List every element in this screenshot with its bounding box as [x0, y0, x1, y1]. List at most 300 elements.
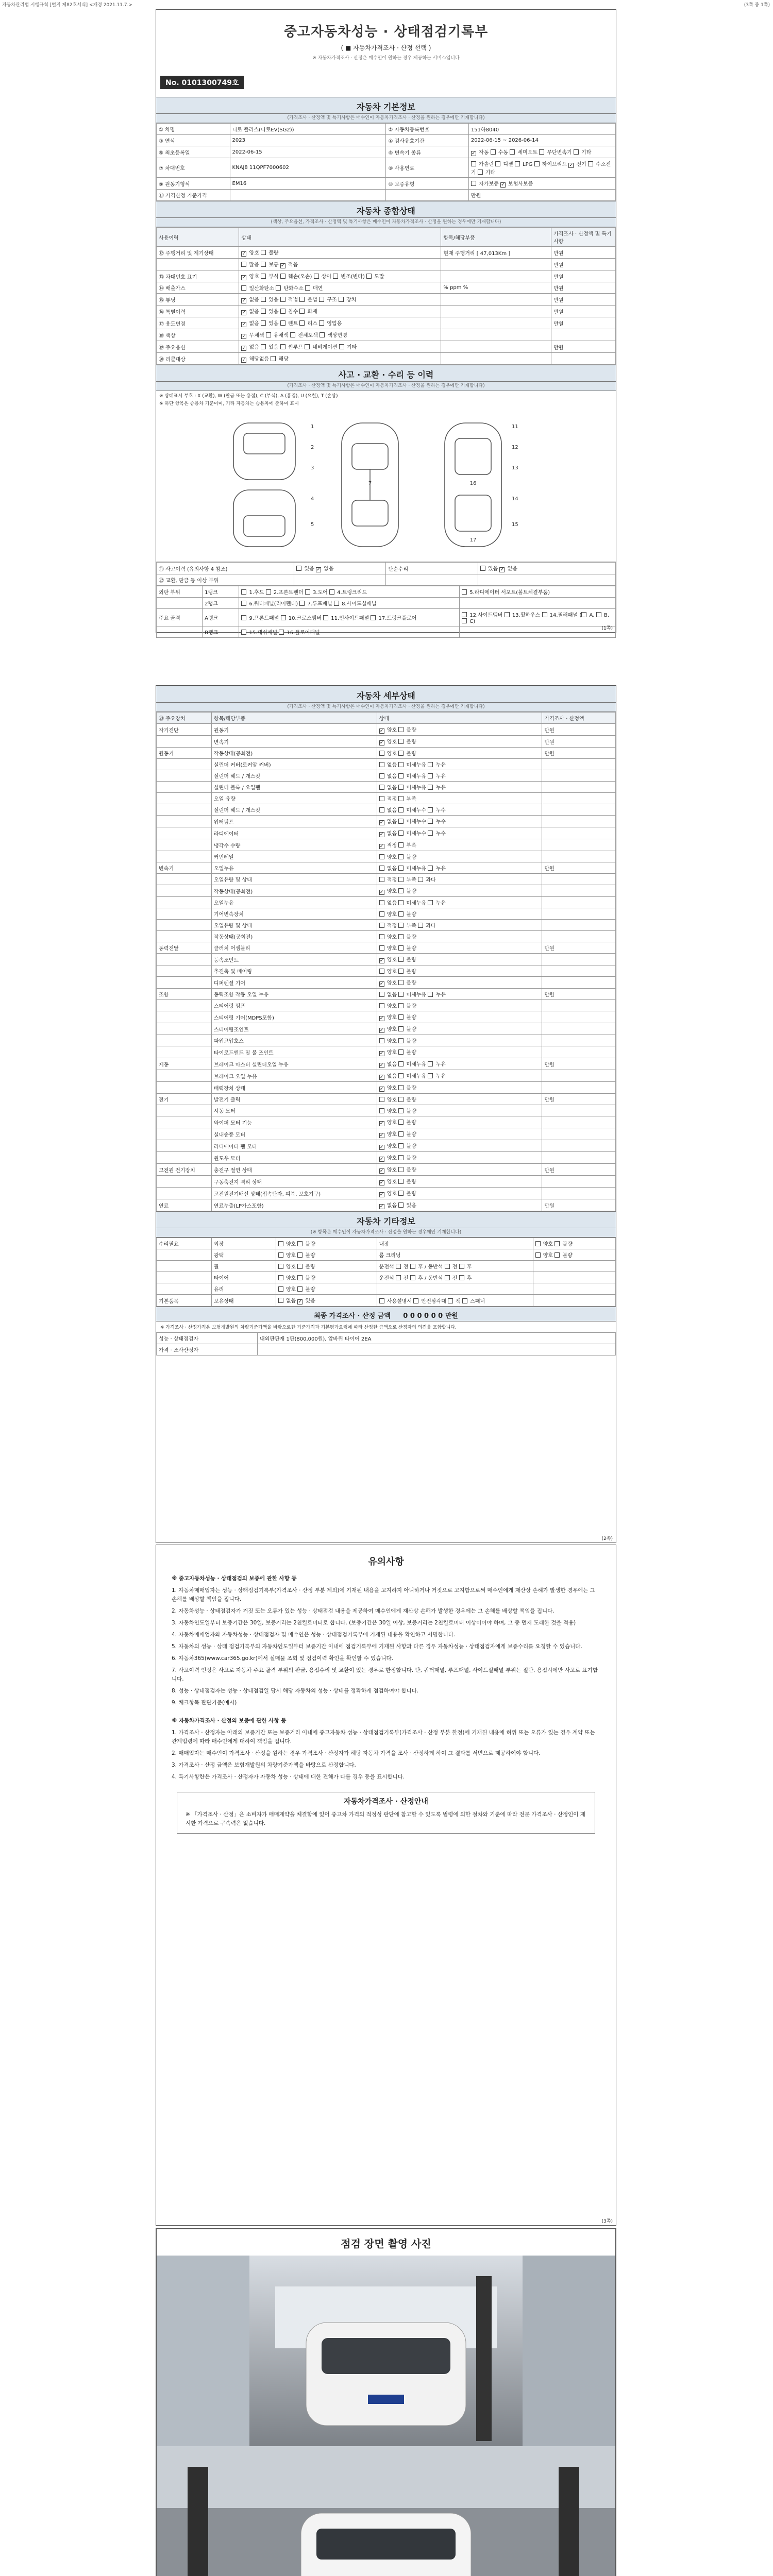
checked-checkbox[interactable] — [241, 358, 246, 363]
checked-checkbox[interactable] — [379, 1121, 384, 1126]
unchecked-checkbox[interactable] — [278, 1252, 283, 1258]
unchecked-checkbox[interactable] — [471, 161, 476, 166]
unchecked-checkbox[interactable] — [305, 344, 310, 349]
unchecked-checkbox[interactable] — [398, 727, 404, 732]
unchecked-checkbox[interactable] — [261, 262, 266, 267]
unchecked-checkbox[interactable] — [574, 149, 579, 155]
unchecked-checkbox[interactable] — [299, 297, 305, 302]
detail-row-cell — [542, 827, 616, 839]
unchecked-checkbox[interactable] — [379, 1108, 384, 1113]
checked-checkbox[interactable] — [241, 346, 246, 351]
unchecked-checkbox[interactable] — [445, 1275, 450, 1280]
unchecked-checkbox[interactable] — [398, 1049, 404, 1055]
unchecked-checkbox[interactable] — [418, 877, 423, 882]
unchecked-checkbox[interactable] — [398, 854, 404, 859]
general-state-row — [157, 259, 616, 270]
basic-info-row-cell: ⑤ 최초등록일 — [157, 146, 230, 158]
detail-row-cell — [542, 897, 616, 908]
unchecked-checkbox[interactable] — [398, 945, 404, 951]
svg-text:5: 5 — [311, 522, 314, 528]
unchecked-checkbox[interactable] — [366, 274, 372, 279]
unchecked-checkbox[interactable] — [379, 1298, 384, 1303]
unchecked-checkbox[interactable] — [379, 945, 384, 951]
unchecked-checkbox[interactable] — [588, 161, 593, 166]
unchecked-checkbox[interactable] — [305, 285, 310, 291]
detail-row-cell — [157, 897, 212, 908]
unchecked-checkbox[interactable] — [398, 831, 404, 836]
unchecked-checkbox[interactable] — [296, 566, 301, 571]
detail-row-cell: 양호 불량 — [377, 748, 542, 759]
unchecked-checkbox[interactable] — [280, 320, 285, 326]
checked-checkbox[interactable] — [379, 1028, 384, 1033]
panel-row — [157, 598, 616, 609]
unchecked-checkbox[interactable] — [379, 773, 384, 778]
unchecked-checkbox[interactable] — [278, 1264, 283, 1269]
unchecked-checkbox[interactable] — [410, 1275, 415, 1280]
checked-checkbox[interactable] — [379, 1180, 384, 1185]
document-header-bar — [0, 0, 773, 8]
unchecked-checkbox[interactable] — [280, 309, 285, 314]
unchecked-checkbox[interactable] — [418, 923, 423, 928]
detail-row — [157, 851, 616, 862]
unchecked-checkbox[interactable] — [505, 612, 510, 617]
unchecked-checkbox[interactable] — [554, 1252, 560, 1258]
unchecked-checkbox[interactable] — [280, 344, 285, 349]
unchecked-checkbox[interactable] — [261, 320, 266, 326]
etc-row-cell: 양호 불량 — [533, 1238, 615, 1249]
detail-row-cell: ✓ 없음 미세누유 누유 — [377, 1058, 542, 1070]
detail-row-cell — [157, 782, 212, 793]
unchecked-checkbox[interactable] — [398, 1014, 404, 1020]
unchecked-checkbox[interactable] — [398, 1073, 404, 1078]
detail-row-cell: 자기진단 — [157, 724, 212, 736]
unchecked-checkbox[interactable] — [398, 773, 404, 778]
unchecked-checkbox[interactable] — [281, 615, 286, 620]
detail-row-cell: 없음 미세누유 누유 — [377, 782, 542, 793]
checked-checkbox[interactable] — [241, 334, 246, 339]
detail-row-cell: 고전원전기배선 상태(접속단자, 피복, 보호기구) — [211, 1188, 377, 1199]
checked-checkbox[interactable] — [379, 844, 384, 849]
unchecked-checkbox[interactable] — [459, 1264, 464, 1269]
detail-row-cell: 만원 — [542, 1058, 616, 1070]
unchecked-checkbox[interactable] — [279, 630, 284, 635]
page-2-label: (2쪽) — [601, 1536, 613, 1541]
detail-row-cell — [157, 1152, 212, 1164]
unchecked-checkbox[interactable] — [261, 309, 266, 314]
accident-row — [157, 574, 616, 586]
unchecked-checkbox[interactable] — [428, 866, 433, 871]
unchecked-checkbox[interactable] — [329, 589, 334, 595]
unchecked-checkbox[interactable] — [398, 1038, 404, 1043]
checked-checkbox[interactable] — [379, 981, 384, 987]
detail-row-cell — [542, 793, 616, 804]
etc-row-cell: 광택 — [211, 1249, 276, 1261]
unchecked-checkbox[interactable] — [398, 796, 404, 801]
detail-row — [157, 816, 616, 827]
panel-row-cell — [157, 598, 203, 609]
checked-checkbox[interactable] — [297, 1299, 303, 1304]
unchecked-checkbox[interactable] — [241, 601, 246, 606]
accident-row-cell: ㉑ 사고이력 (유의사항 4 참조) — [157, 563, 294, 574]
unchecked-checkbox[interactable] — [398, 923, 404, 928]
unchecked-checkbox[interactable] — [510, 149, 515, 155]
unchecked-checkbox[interactable] — [398, 969, 404, 974]
detail-row — [157, 839, 616, 851]
remark-row-cell: 내외판판재 1판(800,000원), 앞바퀴 타이어 2EA — [258, 1333, 616, 1344]
unchecked-checkbox[interactable] — [413, 1298, 418, 1303]
unchecked-checkbox[interactable] — [320, 332, 325, 337]
detail-row-cell: 오일 유량 — [211, 793, 377, 804]
detail-row-cell: 양호 불량 — [377, 1035, 542, 1046]
unchecked-checkbox[interactable] — [596, 612, 601, 617]
unchecked-checkbox[interactable] — [398, 739, 404, 744]
etc-row-cell: 양호 불량 — [276, 1238, 377, 1249]
detail-row-cell — [157, 816, 212, 827]
unchecked-checkbox[interactable] — [398, 807, 404, 812]
checked-checkbox[interactable] — [379, 1133, 384, 1138]
checked-checkbox[interactable] — [379, 1192, 384, 1197]
detail-row-cell: 만원 — [542, 736, 616, 748]
unchecked-checkbox[interactable] — [379, 796, 384, 801]
detail-row-cell: ✓ 양호 불량 — [377, 977, 542, 989]
checked-checkbox[interactable] — [379, 1051, 384, 1056]
general-state-row-cell: 일산화탄소 탄화수소 매연 — [239, 282, 441, 294]
basic-info-row-cell: ⑦ 차대번호 — [157, 158, 230, 178]
unchecked-checkbox[interactable] — [491, 149, 496, 155]
unchecked-checkbox[interactable] — [261, 250, 266, 255]
checked-checkbox[interactable] — [379, 728, 384, 734]
unchecked-checkbox[interactable] — [299, 309, 305, 314]
unchecked-checkbox[interactable] — [462, 612, 467, 617]
unchecked-checkbox[interactable] — [428, 900, 433, 905]
checked-checkbox[interactable] — [379, 1063, 384, 1068]
unchecked-checkbox[interactable] — [398, 980, 404, 985]
unchecked-checkbox[interactable] — [276, 285, 281, 291]
general-state-row-cell: ✓ 해당없음 해당 — [239, 353, 441, 365]
unchecked-checkbox[interactable] — [398, 1003, 404, 1008]
basic-info-table — [156, 123, 616, 201]
unchecked-checkbox[interactable] — [379, 969, 384, 974]
detail-row-cell: 만원 — [542, 1094, 616, 1105]
detail-row-cell: 실린더 커버(로커암 커버) — [211, 759, 377, 770]
checked-checkbox[interactable] — [316, 567, 321, 572]
detail-row — [157, 1000, 616, 1011]
general-state-row-cell: ⑬ 차대번호 표기 — [157, 270, 239, 282]
checked-checkbox[interactable] — [499, 567, 505, 572]
unchecked-checkbox[interactable] — [339, 344, 344, 349]
general-state-row-cell: 만원 — [551, 247, 616, 259]
checked-checkbox[interactable] — [379, 1087, 384, 1092]
checked-checkbox[interactable] — [379, 958, 384, 963]
unchecked-checkbox[interactable] — [323, 615, 328, 620]
checked-checkbox[interactable] — [379, 1204, 384, 1209]
checked-checkbox[interactable] — [379, 1157, 384, 1162]
etc-row-cell — [157, 1261, 212, 1272]
etc-row-cell: 사용설명서 안전삼각대 잭 스패너 — [377, 1295, 533, 1307]
unchecked-checkbox[interactable] — [396, 1275, 401, 1280]
unchecked-checkbox[interactable] — [462, 1298, 467, 1303]
unchecked-checkbox[interactable] — [379, 934, 384, 939]
unchecked-checkbox[interactable] — [398, 1061, 404, 1066]
checked-checkbox[interactable] — [379, 1075, 384, 1080]
panel-row-cell — [460, 626, 616, 638]
unchecked-checkbox[interactable] — [278, 1286, 283, 1292]
detail-row-cell — [157, 1188, 212, 1199]
unchecked-checkbox[interactable] — [428, 773, 433, 778]
unchecked-checkbox[interactable] — [398, 1191, 404, 1196]
unchecked-checkbox[interactable] — [371, 615, 376, 620]
detail-row-cell: 변속기 — [157, 862, 212, 874]
general-state-row-cell — [551, 329, 616, 341]
unchecked-checkbox[interactable] — [428, 807, 433, 812]
unchecked-checkbox[interactable] — [448, 1298, 453, 1303]
unchecked-checkbox[interactable] — [398, 934, 404, 939]
accident-note: (가격조사 · 산정액 및 특기사항은 매수인이 자동차가격조사 · 산정을 원하는 경우에만 기재합니다) — [156, 382, 616, 391]
detail-note: (가격조사 · 산정액 및 특기사항은 매수인이 자동차가격조사 · 산정을 원하는 경우에만 기재합니다) — [156, 703, 616, 712]
unchecked-checkbox[interactable] — [379, 762, 384, 767]
checked-checkbox[interactable] — [280, 263, 285, 268]
unchecked-checkbox[interactable] — [241, 630, 246, 635]
unchecked-checkbox[interactable] — [462, 618, 467, 623]
unchecked-checkbox[interactable] — [398, 1131, 404, 1137]
unchecked-checkbox[interactable] — [398, 762, 404, 767]
detail-row — [157, 770, 616, 782]
unchecked-checkbox[interactable] — [297, 1241, 303, 1246]
unchecked-checkbox[interactable] — [398, 1167, 404, 1172]
unchecked-checkbox[interactable] — [379, 1003, 384, 1008]
unchecked-checkbox[interactable] — [398, 900, 404, 905]
unchecked-checkbox[interactable] — [478, 170, 483, 175]
unchecked-checkbox[interactable] — [379, 1038, 384, 1043]
unchecked-checkbox[interactable] — [299, 320, 305, 326]
unchecked-checkbox[interactable] — [398, 819, 404, 824]
unchecked-checkbox[interactable] — [398, 866, 404, 871]
unchecked-checkbox[interactable] — [297, 1275, 303, 1280]
general-state-row — [157, 306, 616, 317]
unchecked-checkbox[interactable] — [379, 854, 384, 859]
unchecked-checkbox[interactable] — [462, 589, 467, 595]
detail-row-cell — [542, 954, 616, 965]
general-state-row-cell: ⑲ 주요옵션 — [157, 341, 239, 353]
general-state-row-cell: ⑭ 배출가스 — [157, 282, 239, 294]
unchecked-checkbox[interactable] — [305, 589, 310, 595]
unchecked-checkbox[interactable] — [445, 1264, 450, 1269]
svg-text:13: 13 — [512, 465, 518, 471]
unchecked-checkbox[interactable] — [379, 807, 384, 812]
unchecked-checkbox[interactable] — [539, 149, 544, 155]
unchecked-checkbox[interactable] — [379, 911, 384, 917]
checked-checkbox[interactable] — [471, 151, 476, 156]
unchecked-checkbox[interactable] — [379, 1097, 384, 1102]
unchecked-checkbox[interactable] — [280, 297, 285, 302]
checked-checkbox[interactable] — [241, 322, 246, 327]
checked-checkbox[interactable] — [379, 1016, 384, 1021]
detail-row — [157, 804, 616, 816]
page-title: 중고자동차성능 · 상태점검기록부 — [283, 24, 489, 40]
unchecked-checkbox[interactable] — [290, 332, 295, 337]
unchecked-checkbox[interactable] — [428, 1061, 433, 1066]
unchecked-checkbox[interactable] — [398, 842, 404, 848]
unchecked-checkbox[interactable] — [379, 785, 384, 790]
checked-checkbox[interactable] — [241, 275, 246, 280]
unchecked-checkbox[interactable] — [581, 612, 586, 617]
unchecked-checkbox[interactable] — [428, 831, 433, 836]
unchecked-checkbox[interactable] — [278, 1298, 283, 1303]
detail-row-cell: 원동기 — [157, 748, 212, 759]
general-state-row-cell: 현재 주행거리 [ 47,013Km ] — [441, 247, 551, 259]
detail-row-cell — [542, 1082, 616, 1094]
unchecked-checkbox[interactable] — [297, 1286, 303, 1292]
unchecked-checkbox[interactable] — [396, 1264, 401, 1269]
unchecked-checkbox[interactable] — [428, 785, 433, 790]
unchecked-checkbox[interactable] — [319, 297, 324, 302]
unchecked-checkbox[interactable] — [535, 1252, 541, 1258]
unchecked-checkbox[interactable] — [379, 877, 384, 882]
unchecked-checkbox[interactable] — [410, 1264, 415, 1269]
unchecked-checkbox[interactable] — [261, 297, 266, 302]
unchecked-checkbox[interactable] — [299, 601, 305, 606]
detail-row-cell: ✓ 없음 미세누수 누수 — [377, 816, 542, 827]
unchecked-checkbox[interactable] — [398, 1026, 404, 1031]
unchecked-checkbox[interactable] — [278, 1241, 283, 1246]
photo-front-image — [157, 2256, 615, 2446]
unchecked-checkbox[interactable] — [379, 923, 384, 928]
unchecked-checkbox[interactable] — [261, 274, 266, 279]
detail-row-cell — [157, 1035, 212, 1046]
unchecked-checkbox[interactable] — [554, 1241, 560, 1246]
unchecked-checkbox[interactable] — [398, 1085, 404, 1090]
unchecked-checkbox[interactable] — [398, 751, 404, 756]
unchecked-checkbox[interactable] — [241, 285, 246, 291]
unchecked-checkbox[interactable] — [297, 1264, 303, 1269]
remark-row — [157, 1333, 616, 1344]
unchecked-checkbox[interactable] — [542, 612, 547, 617]
unchecked-checkbox[interactable] — [535, 1241, 541, 1246]
detail-row-cell: 브레이크 마스터 실린더오일 누유 — [211, 1058, 377, 1070]
detail-row — [157, 1116, 616, 1128]
unchecked-checkbox[interactable] — [271, 356, 276, 361]
unchecked-checkbox[interactable] — [398, 1108, 404, 1113]
unchecked-checkbox[interactable] — [379, 992, 384, 997]
unchecked-checkbox[interactable] — [280, 274, 285, 279]
unchecked-checkbox[interactable] — [428, 992, 433, 997]
unchecked-checkbox[interactable] — [515, 161, 520, 166]
unchecked-checkbox[interactable] — [534, 161, 540, 166]
svg-text:16: 16 — [469, 481, 477, 486]
unchecked-checkbox[interactable] — [398, 1179, 404, 1184]
accident-table — [156, 562, 616, 586]
checked-checkbox[interactable] — [379, 820, 384, 825]
unchecked-checkbox[interactable] — [428, 1073, 433, 1078]
unchecked-checkbox[interactable] — [297, 1252, 303, 1258]
unchecked-checkbox[interactable] — [398, 1155, 404, 1160]
detail-row-cell — [542, 1116, 616, 1128]
notice-item: 2. 매매업자는 매수인이 가격조사 · 산정을 원하는 경우 가격조사 · 산정자가 해당 자동차 가격을 조사 · 산정하게 하여 그 결과를 서면으로 제공하여야 합니다. — [172, 1750, 541, 1756]
checked-checkbox[interactable] — [500, 182, 506, 188]
unchecked-checkbox[interactable] — [379, 866, 384, 871]
general-state-row-cell: 만원 — [551, 341, 616, 353]
car-diagram — [156, 408, 616, 562]
unchecked-checkbox[interactable] — [398, 1202, 404, 1208]
unchecked-checkbox[interactable] — [480, 566, 485, 571]
accident-legend: ※ 상태표시 부호 : X (교환), W (판금 또는 용접), C (부식), A (흠집), U (요철), T (손상) — [159, 394, 338, 399]
unchecked-checkbox[interactable] — [428, 762, 433, 767]
checked-checkbox[interactable] — [241, 310, 246, 315]
unchecked-checkbox[interactable] — [314, 274, 319, 279]
checked-checkbox[interactable] — [379, 890, 384, 895]
unchecked-checkbox[interactable] — [398, 957, 404, 962]
unchecked-checkbox[interactable] — [379, 751, 384, 756]
detail-row-cell — [157, 1000, 212, 1011]
checked-checkbox[interactable] — [241, 251, 246, 257]
unchecked-checkbox[interactable] — [266, 589, 271, 595]
checked-checkbox[interactable] — [568, 163, 574, 168]
checked-checkbox[interactable] — [379, 832, 384, 837]
detail-row-cell: ✓ 양호 불량 — [377, 1140, 542, 1152]
accident-row-cell: 단순수리 — [386, 563, 478, 574]
unchecked-checkbox[interactable] — [339, 297, 344, 302]
unchecked-checkbox[interactable] — [398, 785, 404, 790]
unchecked-checkbox[interactable] — [398, 888, 404, 893]
etc-row-cell: 운전석 전 후 / 동반석 전 후 — [377, 1272, 533, 1283]
unchecked-checkbox[interactable] — [398, 1143, 404, 1148]
basic-info-row-cell — [386, 190, 468, 201]
detail-row-cell — [157, 1140, 212, 1152]
unchecked-checkbox[interactable] — [333, 274, 338, 279]
unchecked-checkbox[interactable] — [495, 161, 500, 166]
etc-row-cell: 수리필요 — [157, 1238, 212, 1249]
unchecked-checkbox[interactable] — [241, 589, 246, 595]
unchecked-checkbox[interactable] — [398, 911, 404, 917]
detail-row — [157, 942, 616, 954]
checked-checkbox[interactable] — [241, 298, 246, 303]
general-col-header: 항목/해당부품 — [441, 228, 551, 247]
detail-row-cell — [542, 770, 616, 782]
detail-row-cell: 시동 모터 — [211, 1105, 377, 1116]
unchecked-checkbox[interactable] — [398, 877, 404, 882]
detail-row-cell — [157, 1070, 212, 1082]
unchecked-checkbox[interactable] — [471, 181, 476, 186]
basic-info-heading: 자동차 기본정보 — [156, 97, 616, 114]
checked-checkbox[interactable] — [379, 740, 384, 745]
detail-row-cell — [542, 816, 616, 827]
detail-row-cell — [542, 931, 616, 942]
unchecked-checkbox[interactable] — [241, 615, 246, 620]
unchecked-checkbox[interactable] — [459, 1275, 464, 1280]
detail-row — [157, 1035, 616, 1046]
general-state-row-cell: 만원 — [551, 306, 616, 317]
etc-row-cell — [157, 1272, 212, 1283]
etc-row-cell: 운전석 전 후 / 동반석 전 후 — [377, 1261, 533, 1272]
unchecked-checkbox[interactable] — [398, 992, 404, 997]
unchecked-checkbox[interactable] — [241, 262, 246, 267]
unchecked-checkbox[interactable] — [398, 1097, 404, 1102]
checked-checkbox[interactable] — [379, 1145, 384, 1150]
unchecked-checkbox[interactable] — [278, 1275, 283, 1280]
etc-row-cell: 휠 — [211, 1261, 276, 1272]
checked-checkbox[interactable] — [379, 1168, 384, 1174]
unchecked-checkbox[interactable] — [379, 900, 384, 905]
detail-row-cell: 양호 불량 — [377, 1105, 542, 1116]
unchecked-checkbox[interactable] — [319, 320, 324, 326]
panel-row-cell: 5.라디에이터 서포트(볼트체결부품) — [460, 586, 616, 598]
unchecked-checkbox[interactable] — [334, 601, 339, 606]
unchecked-checkbox[interactable] — [266, 332, 271, 337]
detail-row-cell: 연료 — [157, 1199, 212, 1211]
unchecked-checkbox[interactable] — [398, 1120, 404, 1125]
unchecked-checkbox[interactable] — [261, 344, 266, 349]
unchecked-checkbox[interactable] — [428, 819, 433, 824]
